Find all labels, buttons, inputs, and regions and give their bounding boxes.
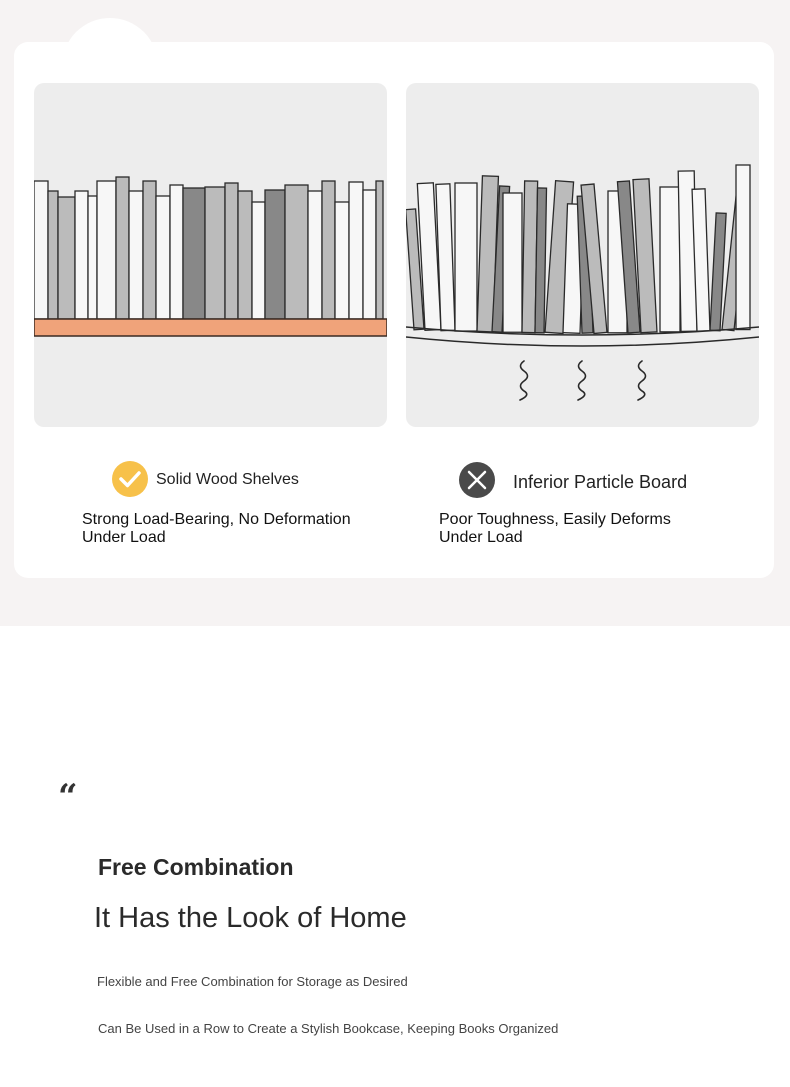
deform-squiggle-icon xyxy=(578,361,586,400)
particle-board-desc-line2: Under Load xyxy=(439,529,523,546)
book-spine xyxy=(205,187,225,319)
book-spine xyxy=(34,181,48,319)
book-spine xyxy=(252,202,265,319)
sagging-shelf-bottom xyxy=(406,337,759,346)
particle-board-label: Inferior Particle Board xyxy=(513,472,688,492)
book-spine xyxy=(363,190,376,319)
book-spine xyxy=(455,183,477,331)
book-spine xyxy=(349,182,363,319)
book-spine xyxy=(308,191,322,319)
book-spine xyxy=(97,181,116,319)
book-spine xyxy=(285,185,308,319)
solid-wood-illustration xyxy=(34,83,387,427)
book-spine xyxy=(265,190,285,319)
book-spine xyxy=(48,191,58,319)
particle-board-shelf-drawing xyxy=(406,83,759,427)
book-spine xyxy=(58,197,75,319)
book-spine xyxy=(322,181,335,319)
book-spine xyxy=(143,181,156,319)
solid-wood-shelf-drawing xyxy=(34,83,387,427)
book-spine xyxy=(335,202,349,319)
book-spine xyxy=(156,196,170,319)
wood-shelf-board xyxy=(34,319,387,336)
book-spine xyxy=(75,191,88,319)
solid-wood-description xyxy=(82,511,382,547)
book-spine xyxy=(535,188,547,333)
book-spine xyxy=(660,187,680,332)
deform-squiggle-icon xyxy=(520,361,528,400)
book-spine xyxy=(503,193,522,332)
book-spine xyxy=(170,185,183,319)
solid-wood-label: Solid Wood Shelves xyxy=(156,471,299,488)
section-title: Free Combination xyxy=(98,854,294,880)
deform-squiggle-icon xyxy=(638,361,646,400)
particle-board-illustration xyxy=(406,83,759,427)
book-spine xyxy=(88,196,97,319)
section-headline: It Has the Look of Home xyxy=(94,902,407,934)
particle-board-desc-line1: Poor Toughness, Easily Deforms xyxy=(439,511,671,528)
section-text-line1: Flexible and Free Combination for Storage as Desired xyxy=(97,974,408,989)
quote-mark-icon: “ xyxy=(58,777,78,817)
check-circle-icon xyxy=(112,461,148,497)
book-spine xyxy=(736,165,750,330)
x-circle-icon xyxy=(459,462,495,498)
book-spine xyxy=(238,191,252,319)
book-spine xyxy=(376,181,383,319)
solid-wood-desc-line2: Under Load xyxy=(82,529,166,546)
book-spine xyxy=(183,188,205,319)
solid-wood-desc-line1: Strong Load-Bearing, No Deformation xyxy=(82,511,351,528)
book-spine xyxy=(225,183,238,319)
book-spine xyxy=(116,177,129,319)
section-text-line2: Can Be Used in a Row to Create a Stylish Bookcase, Keeping Books Organized xyxy=(98,1021,559,1036)
book-spine xyxy=(129,191,143,319)
particle-board-description xyxy=(439,511,739,547)
